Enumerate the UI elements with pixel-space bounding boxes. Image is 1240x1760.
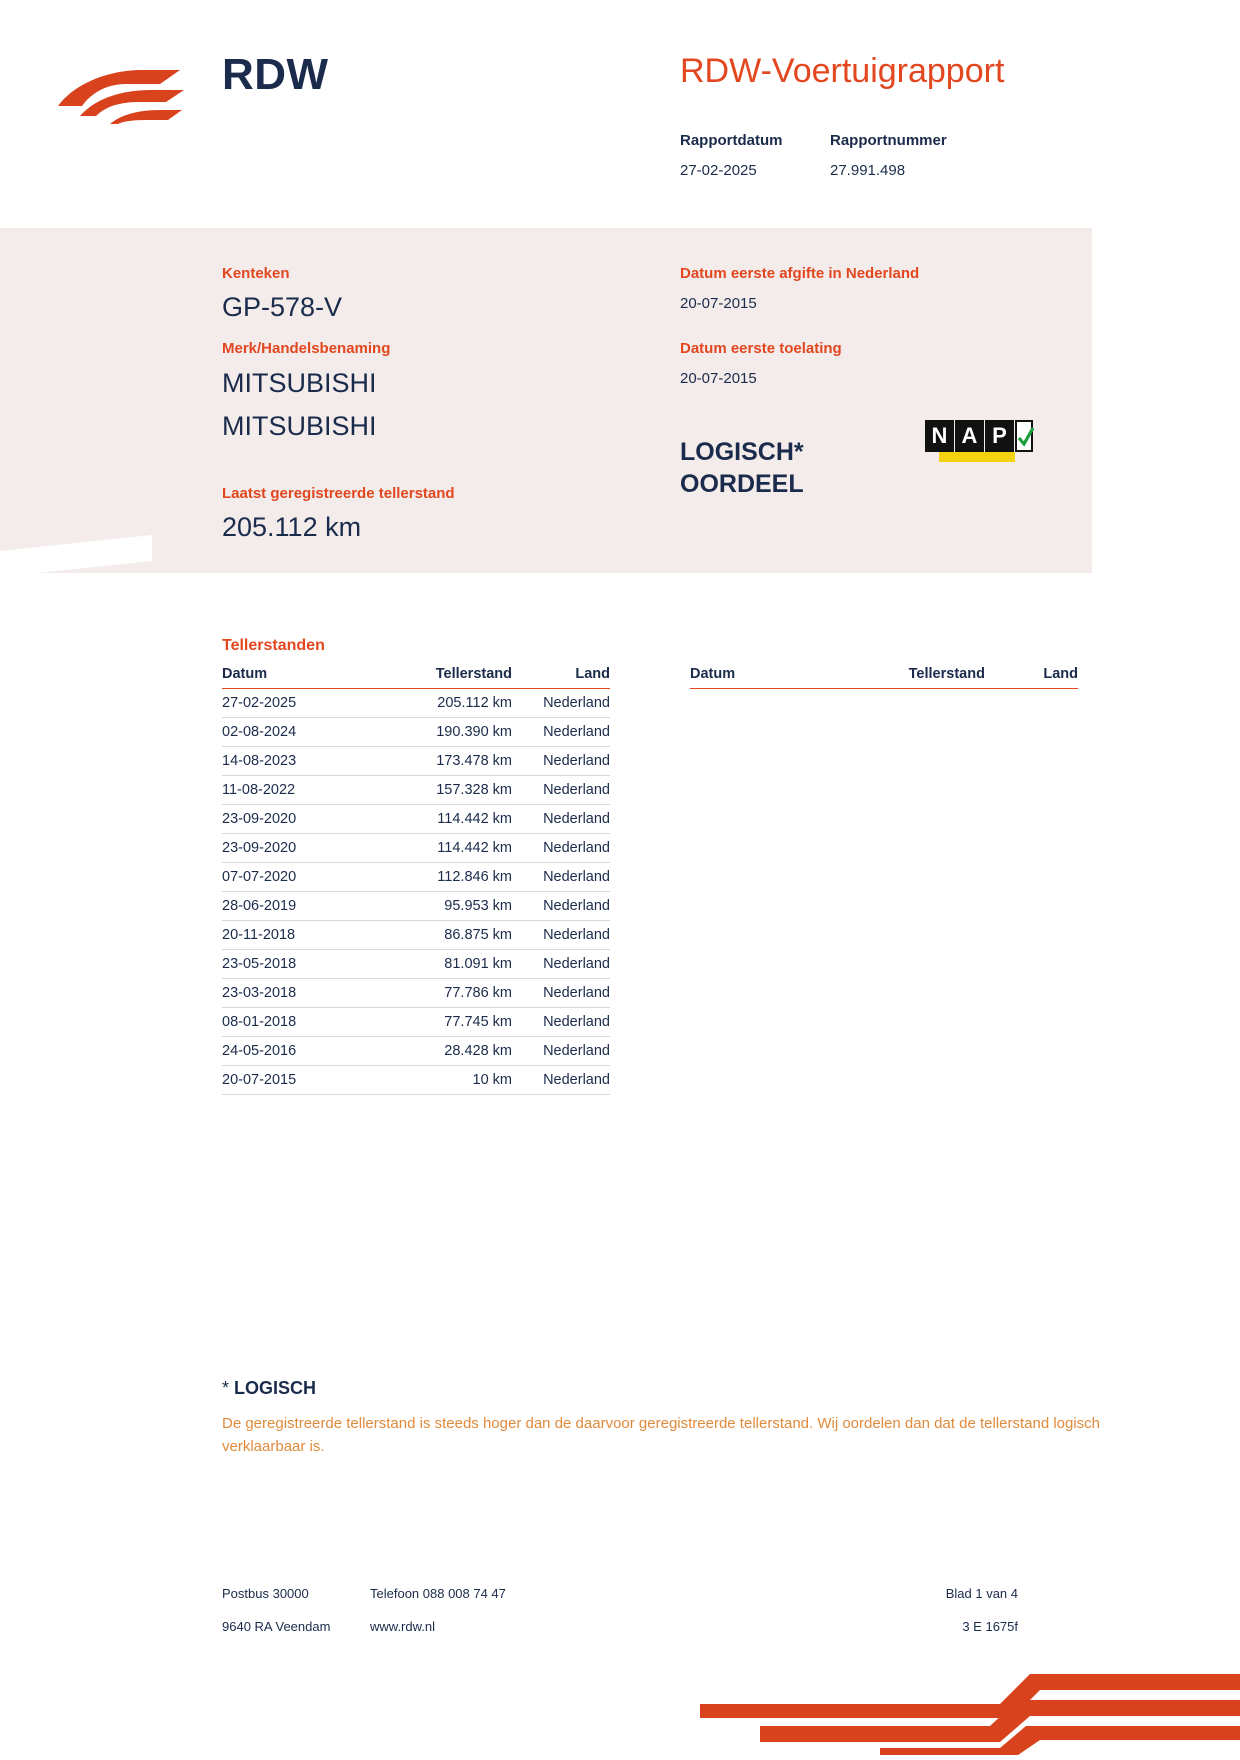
page-header xyxy=(0,0,1240,200)
cell-datum: 27-02-2025 xyxy=(222,689,372,718)
footnote-title-text: LOGISCH xyxy=(234,1378,317,1398)
nap-letter-a: A xyxy=(955,420,984,452)
cell-tellerstand: 95.953 km xyxy=(372,892,526,921)
kenteken-value: GP-578-V xyxy=(222,292,343,322)
oordeel-badge xyxy=(680,436,804,500)
readings-table-right xyxy=(690,662,1078,689)
cell-land: Nederland xyxy=(526,950,610,979)
cell-datum: 08-01-2018 xyxy=(222,1008,372,1037)
table-row xyxy=(222,834,610,863)
cell-datum: 20-11-2018 xyxy=(222,921,372,950)
footer-code: 3 E 1675f xyxy=(962,1619,1018,1634)
last-tellerstand-label: Laatst geregistreerde tellerstand xyxy=(222,485,455,502)
table-header-row xyxy=(690,662,1078,689)
cell-datum: 14-08-2023 xyxy=(222,747,372,776)
cell-land: Nederland xyxy=(526,1037,610,1066)
nap-logo xyxy=(925,420,1033,464)
report-date-value: 27-02-2025 xyxy=(680,162,757,179)
cell-land: Nederland xyxy=(526,921,610,950)
cell-tellerstand: 190.390 km xyxy=(372,718,526,747)
cell-land: Nederland xyxy=(526,747,610,776)
eerste-afgifte-value: 20-07-2015 xyxy=(680,295,757,312)
cell-datum: 23-09-2020 xyxy=(222,805,372,834)
nap-yellow-bar xyxy=(939,452,1015,462)
cell-land: Nederland xyxy=(526,834,610,863)
table-row xyxy=(222,1037,610,1066)
column-header-datum: Datum xyxy=(690,662,793,689)
merk-value-line1: MITSUBISHI xyxy=(222,368,377,398)
footer-swoosh-decoration-icon xyxy=(700,1660,1240,1755)
cell-land: Nederland xyxy=(526,892,610,921)
cell-land: Nederland xyxy=(526,689,610,718)
cell-datum: 11-08-2022 xyxy=(222,776,372,805)
eerste-afgifte-label: Datum eerste afgifte in Nederland xyxy=(680,265,920,282)
table-row xyxy=(222,1066,610,1095)
cell-tellerstand: 173.478 km xyxy=(372,747,526,776)
cell-tellerstand: 28.428 km xyxy=(372,1037,526,1066)
cell-tellerstand: 205.112 km xyxy=(372,689,526,718)
cell-tellerstand: 81.091 km xyxy=(372,950,526,979)
table-row xyxy=(222,805,610,834)
kenteken-label: Kenteken xyxy=(222,265,290,282)
footer-telefoon: Telefoon 088 008 74 47 xyxy=(370,1586,506,1601)
table-row xyxy=(222,950,610,979)
cell-land: Nederland xyxy=(526,776,610,805)
footer-plaats: 9640 RA Veendam xyxy=(222,1619,331,1634)
cell-land: Nederland xyxy=(526,1008,610,1037)
oordeel-line2: OORDEEL xyxy=(680,470,804,498)
table-row xyxy=(222,776,610,805)
table-row xyxy=(222,1008,610,1037)
column-header-land: Land xyxy=(999,662,1078,689)
table-row xyxy=(222,892,610,921)
cell-tellerstand: 157.328 km xyxy=(372,776,526,805)
cell-tellerstand: 114.442 km xyxy=(372,805,526,834)
nap-letter-p: P xyxy=(985,420,1014,452)
column-header-tellerstand: Tellerstand xyxy=(372,662,526,689)
cell-tellerstand: 114.442 km xyxy=(372,834,526,863)
footer-postbus: Postbus 30000 xyxy=(222,1586,309,1601)
cell-datum: 20-07-2015 xyxy=(222,1066,372,1095)
footer-blad: Blad 1 van 4 xyxy=(945,1586,1018,1601)
column-header-datum: Datum xyxy=(222,662,372,689)
column-header-land: Land xyxy=(526,662,610,689)
cell-datum: 23-09-2020 xyxy=(222,834,372,863)
nap-letter-n: N xyxy=(925,420,954,452)
cell-tellerstand: 77.786 km xyxy=(372,979,526,1008)
report-meta-values xyxy=(680,162,905,179)
report-date-label: Rapportdatum xyxy=(680,132,783,149)
cell-land: Nederland xyxy=(526,718,610,747)
cell-land: Nederland xyxy=(526,979,610,1008)
footnote-title xyxy=(222,1378,316,1399)
footnote-star: * xyxy=(222,1378,230,1398)
merk-label: Merk/Handelsbenaming xyxy=(222,340,391,357)
report-number-label: Rapportnummer xyxy=(830,132,947,149)
readings-table-left xyxy=(222,662,610,1095)
cell-tellerstand: 77.745 km xyxy=(372,1008,526,1037)
readings-section-title: Tellerstanden xyxy=(222,637,325,654)
report-meta-labels xyxy=(680,132,947,149)
cell-land: Nederland xyxy=(526,863,610,892)
check-icon xyxy=(1015,420,1033,452)
table-header-row xyxy=(222,662,610,689)
footer-website[interactable]: www.rdw.nl xyxy=(370,1619,436,1634)
oordeel-line1: LOGISCH* xyxy=(680,438,804,466)
column-header-tellerstand: Tellerstand xyxy=(793,662,999,689)
report-number-value: 27.991.498 xyxy=(830,162,906,179)
cell-datum: 28-06-2019 xyxy=(222,892,372,921)
rdw-swoosh-logo-icon xyxy=(56,58,186,128)
cell-datum: 24-05-2016 xyxy=(222,1037,372,1066)
table-row xyxy=(222,979,610,1008)
table-row xyxy=(222,718,610,747)
cell-land: Nederland xyxy=(526,805,610,834)
cell-tellerstand: 112.846 km xyxy=(372,863,526,892)
eerste-toelating-label: Datum eerste toelating xyxy=(680,340,842,357)
table-row xyxy=(222,921,610,950)
merk-value-line2: MITSUBISHI xyxy=(222,411,377,441)
cell-datum: 02-08-2024 xyxy=(222,718,372,747)
footnote-body: De geregistreerde tellerstand is steeds hoger dan de daarvoor geregistreerde tellerstand. Wij oordelen dan dat de tellerstand logisch verklaarbaar is. xyxy=(222,1415,1101,1456)
eerste-toelating-value: 20-07-2015 xyxy=(680,370,757,387)
summary-panel xyxy=(0,228,1092,573)
cell-land: Nederland xyxy=(526,1066,610,1095)
brand-wordmark: RDW xyxy=(222,50,329,99)
page-title: RDW-Voertuigrapport xyxy=(680,52,1005,90)
cell-tellerstand: 10 km xyxy=(372,1066,526,1095)
cell-tellerstand: 86.875 km xyxy=(372,921,526,950)
table-row xyxy=(222,747,610,776)
last-tellerstand-value: 205.112 km xyxy=(222,512,362,542)
cell-datum: 23-05-2018 xyxy=(222,950,372,979)
cell-datum: 23-03-2018 xyxy=(222,979,372,1008)
table-row xyxy=(222,863,610,892)
table-row xyxy=(222,689,610,718)
cell-datum: 07-07-2020 xyxy=(222,863,372,892)
